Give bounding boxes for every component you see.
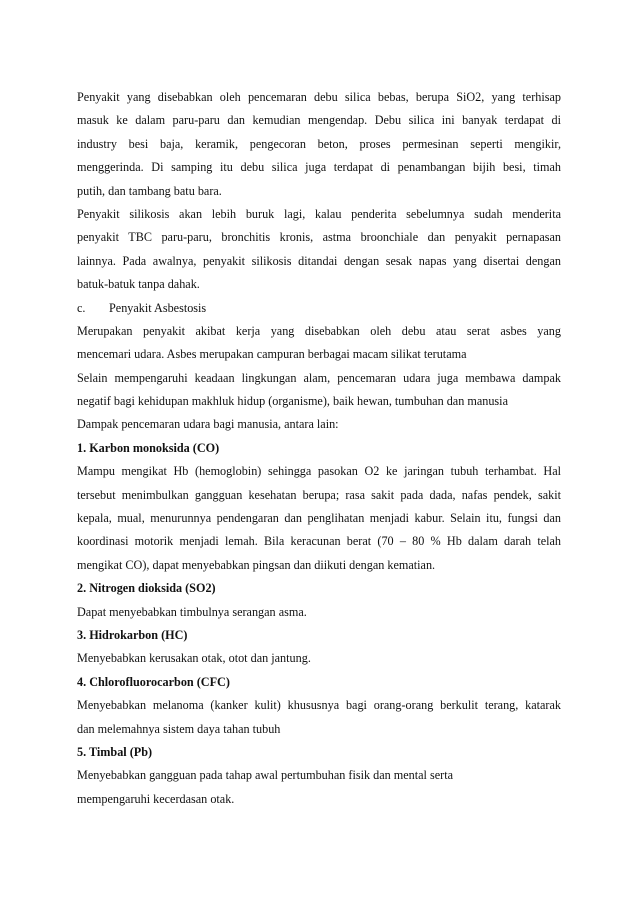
line-text: menggerinda. Di samping itu debu silica juga terdapat di penambangan bijih besi, timah xyxy=(77,160,561,175)
text-line xyxy=(77,390,561,413)
line-text: negatif bagi kehidupan makhluk hidup (organisme), baik hewan, tumbuhan dan manusia xyxy=(77,394,508,409)
line-text: tersebut menimbulkan gangguan kesehatan berupa; rasa sakit pada dada, nafas pendek, sakit xyxy=(77,487,561,502)
list-marker: c. xyxy=(77,300,86,315)
line-text: mencemari udara. Asbes merupakan campuran berbagai macam silikat terutama xyxy=(77,347,467,362)
section-heading xyxy=(77,741,561,764)
text-line xyxy=(77,718,561,741)
line-text: Penyakit Asbestosis xyxy=(109,300,207,315)
line-text: 1. Karbon monoksida (CO) xyxy=(77,440,220,455)
text-line xyxy=(77,180,561,203)
line-text: Menyebabkan gangguan pada tahap awal pertumbuhan fisik dan mental serta xyxy=(77,768,453,783)
line-text: 5. Timbal (Pb) xyxy=(77,744,153,759)
text-line xyxy=(77,460,561,483)
line-text: Merupakan penyakit akibat kerja yang disebabkan oleh debu atau serat asbes yang xyxy=(77,323,561,338)
line-text: mempengaruhi kecerdasan otak. xyxy=(77,791,235,806)
line-text: masuk ke dalam paru-paru dan kemudian mengendap. Debu silica ini banyak terdapat di xyxy=(77,113,561,128)
line-text: Dampak pencemaran udara bagi manusia, antara lain: xyxy=(77,417,339,432)
text-line xyxy=(77,156,561,179)
line-text: Menyebabkan kerusakan otak, otot dan jantung. xyxy=(77,651,311,666)
text-line xyxy=(77,133,561,156)
text-line xyxy=(77,507,561,530)
text-line xyxy=(77,273,561,296)
line-text: Selain mempengaruhi keadaan lingkungan alam, pencemaran udara juga membawa dampak xyxy=(77,370,561,385)
text-line xyxy=(77,554,561,577)
line-text: 2. Nitrogen dioksida (SO2) xyxy=(77,581,216,596)
text-line xyxy=(77,694,561,717)
text-line xyxy=(77,530,561,553)
line-text: koordinasi motorik menjadi lemah. Bila keracunan berat (70 – 80 % Hb dalam darah telah xyxy=(77,534,561,549)
section-heading xyxy=(77,624,561,647)
section-heading xyxy=(77,577,561,600)
text-line xyxy=(77,764,561,787)
line-text: Penyakit yang disebabkan oleh pencemaran debu silica bebas, berupa SiO2, yang terhisap xyxy=(77,90,561,104)
text-line xyxy=(77,484,561,507)
text-line xyxy=(77,647,561,670)
text-line xyxy=(77,788,561,811)
line-text: kepala, mual, menurunnya pendengaran dan penglihatan menjadi kabur. Selain itu, fungsi dan xyxy=(77,511,561,526)
section-heading xyxy=(77,437,561,460)
text-line xyxy=(77,226,561,249)
text-line xyxy=(77,109,561,132)
line-text: Menyebabkan melanoma (kanker kulit) khususnya bagi orang-orang berkulit terang, katarak xyxy=(77,698,561,713)
text-line xyxy=(77,413,561,436)
line-text: industry besi baja, keramik, pengecoran beton, proses permesinan seperti mengikir, xyxy=(77,136,561,151)
text-line xyxy=(77,320,561,343)
text-line xyxy=(77,297,561,320)
text-line xyxy=(77,367,561,390)
text-line xyxy=(77,343,561,366)
line-text: Mampu mengikat Hb (hemoglobin) sehingga pasokan O2 ke jaringan tubuh terhambat. Hal xyxy=(77,464,561,479)
line-text: 3. Hidrokarbon (HC) xyxy=(77,627,188,642)
text-line xyxy=(77,250,561,273)
section-heading xyxy=(77,671,561,694)
line-text: 4. Chlorofluorocarbon (CFC) xyxy=(77,674,230,689)
line-text: Penyakit silikosis akan lebih buruk lagi, kalau penderita sebelumnya sudah menderita xyxy=(77,206,561,221)
line-text: lainnya. Pada awalnya, penyakit silikosis ditandai dengan sesak napas yang disertai dengan xyxy=(77,253,561,268)
line-text: Dapat menyebabkan timbulnya serangan asma. xyxy=(77,604,307,619)
text-line xyxy=(77,601,561,624)
text-line xyxy=(77,203,561,226)
document-body xyxy=(77,86,561,811)
line-text: putih, dan tambang batu bara. xyxy=(77,183,222,198)
text-line xyxy=(77,86,561,109)
line-text: batuk-batuk tanpa dahak. xyxy=(77,277,200,292)
line-text: mengikat CO), dapat menyebabkan pingsan dan diikuti dengan kematian. xyxy=(77,557,436,572)
line-text: penyakit TBC paru-paru, bronchitis kronis, astma broonchiale dan penyakit pernapasan xyxy=(77,230,561,245)
line-text: dan melemahnya sistem daya tahan tubuh xyxy=(77,721,281,736)
